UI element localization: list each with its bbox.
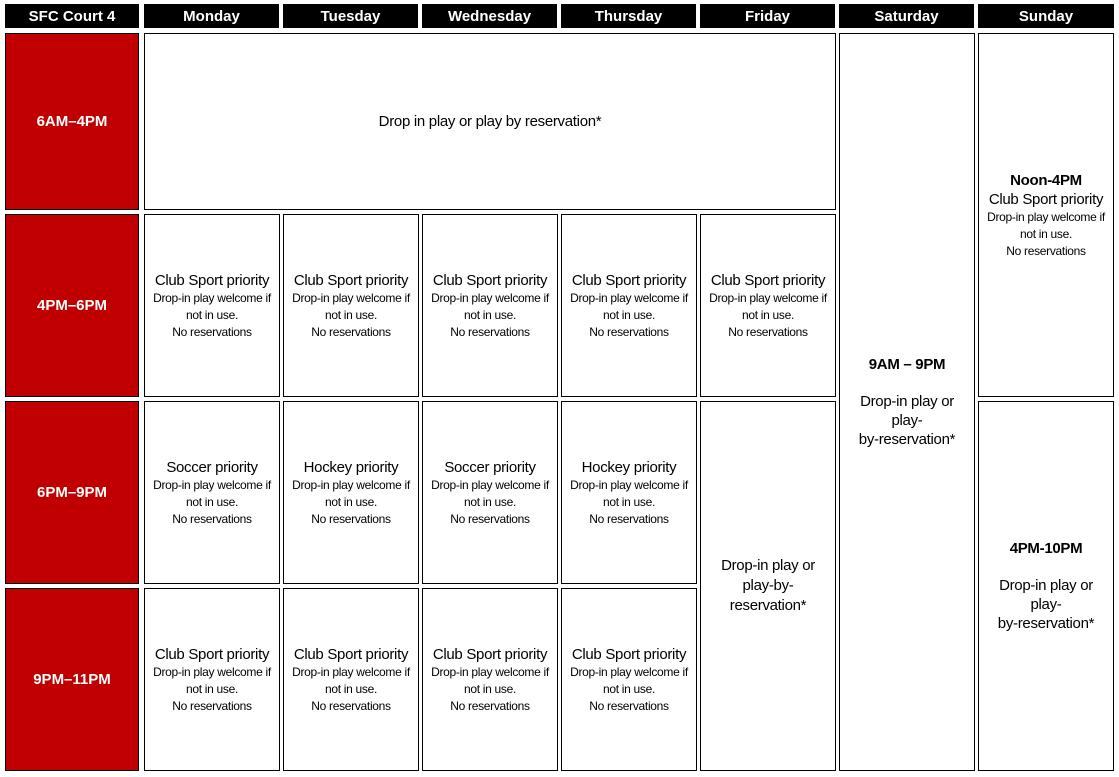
slot-note: No reservations [728, 324, 808, 339]
slot-note: not in use. [463, 681, 517, 696]
slot-title: Hockey priority [303, 458, 399, 476]
slot-note: No reservations [172, 698, 252, 713]
slot-text: Drop-in play or play- [860, 393, 954, 429]
slot-note: No reservations [589, 324, 669, 339]
day-header-tuesday [283, 4, 418, 28]
slot-title: Club Sport priority [988, 190, 1104, 208]
slot-title: Club Sport priority [432, 271, 548, 289]
slot-title: Club Sport priority [432, 645, 548, 663]
friday-evening-slot [700, 401, 836, 771]
slot-note: Drop-in play welcome if [987, 209, 1105, 224]
tuesday-6pm-slot [283, 401, 419, 584]
slot-time: Noon-4PM [1010, 171, 1082, 189]
slot-note: not in use. [324, 681, 378, 696]
wednesday-9pm-slot [422, 588, 558, 771]
slot-title: Club Sport priority [154, 645, 270, 663]
slot-text: reservation* [729, 597, 807, 614]
slot-title: Hockey priority [581, 458, 677, 476]
slot-note: not in use. [463, 494, 517, 509]
corner-header-label: SFC Court 4 [28, 7, 116, 25]
slot-title: Club Sport priority [571, 645, 687, 663]
corner-header [5, 4, 139, 28]
slot-note: No reservations [311, 511, 391, 526]
slot-note: No reservations [450, 511, 530, 526]
slot-note: No reservations [311, 698, 391, 713]
slot-note: Drop-in play welcome if [570, 664, 688, 679]
slot-note: No reservations [172, 324, 252, 339]
slot-note: Drop-in play welcome if [431, 477, 549, 492]
time-slot-4pm-6pm [5, 214, 139, 397]
slot-note: not in use. [324, 307, 378, 322]
slot-title: Soccer priority [166, 458, 258, 476]
day-label: Saturday [874, 7, 939, 25]
slot-title: Club Sport priority [293, 645, 409, 663]
day-label: Wednesday [447, 7, 532, 25]
thursday-4pm-slot [561, 214, 697, 397]
tuesday-4pm-slot [283, 214, 419, 397]
wednesday-4pm-slot [422, 214, 558, 397]
slot-note: Drop-in play welcome if [431, 664, 549, 679]
slot-note: not in use. [602, 494, 656, 509]
day-label: Tuesday [320, 7, 381, 25]
slot-note: Drop-in play welcome if [292, 477, 410, 492]
slot-note: not in use. [324, 494, 378, 509]
monday-9pm-slot [144, 588, 280, 771]
slot-note: not in use. [185, 681, 239, 696]
slot-title: Soccer priority [444, 458, 536, 476]
time-slot-6am-4pm [5, 33, 139, 210]
day-header-thursday [561, 4, 696, 28]
slot-note: not in use. [1019, 226, 1073, 241]
slot-note: not in use. [741, 307, 795, 322]
friday-4pm-slot [700, 214, 836, 397]
slot-note: Drop-in play welcome if [292, 290, 410, 305]
tuesday-9pm-slot [283, 588, 419, 771]
slot-text: play-by- [742, 577, 794, 594]
time-label: 4PM–6PM [36, 297, 108, 314]
weekday-morning-slot [144, 33, 836, 210]
slot-note: Drop-in play welcome if [153, 477, 271, 492]
day-label: Sunday [1018, 7, 1074, 25]
slot-note: Drop-in play welcome if [153, 664, 271, 679]
slot-note: Drop-in play welcome if [570, 290, 688, 305]
day-header-friday [700, 4, 835, 28]
thursday-6pm-slot [561, 401, 697, 584]
time-slot-6pm-9pm [5, 401, 139, 584]
slot-note: Drop-in play welcome if [709, 290, 827, 305]
time-label: 6PM–9PM [36, 484, 108, 501]
slot-note: not in use. [185, 494, 239, 509]
day-header-wednesday [422, 4, 557, 28]
slot-note: No reservations [450, 698, 530, 713]
slot-note: No reservations [311, 324, 391, 339]
day-label: Thursday [594, 7, 663, 25]
day-label: Friday [744, 7, 790, 25]
slot-note: Drop-in play welcome if [153, 290, 271, 305]
slot-text: Drop-in play or [721, 557, 815, 574]
slot-text: Drop-in play or play- [999, 577, 1093, 613]
time-slot-9pm-11pm [5, 588, 139, 771]
slot-note: No reservations [1006, 243, 1086, 258]
slot-time: 9AM – 9PM [868, 356, 946, 373]
slot-title: Club Sport priority [710, 271, 826, 289]
slot-note: not in use. [602, 681, 656, 696]
slot-note: No reservations [450, 324, 530, 339]
slot-text: by-reservation* [997, 615, 1095, 632]
slot-note: No reservations [589, 511, 669, 526]
day-header-sunday [978, 4, 1114, 28]
day-header-saturday [839, 4, 974, 28]
time-label: 9PM–11PM [33, 671, 111, 688]
slot-note: not in use. [602, 307, 656, 322]
day-label: Monday [183, 7, 240, 25]
saturday-slot [839, 33, 975, 771]
slot-note: No reservations [589, 698, 669, 713]
time-label: 6AM–4PM [36, 113, 108, 130]
monday-6pm-slot [144, 401, 280, 584]
day-header-monday [144, 4, 279, 28]
slot-note: Drop-in play welcome if [570, 477, 688, 492]
sunday-evening-slot [978, 401, 1114, 771]
slot-text: Drop in play or play by reservation* [378, 112, 602, 130]
sunday-noon-slot [978, 33, 1114, 397]
monday-4pm-slot [144, 214, 280, 397]
slot-title: Club Sport priority [154, 271, 270, 289]
thursday-9pm-slot [561, 588, 697, 771]
slot-title: Club Sport priority [571, 271, 687, 289]
slot-note: No reservations [172, 511, 252, 526]
wednesday-6pm-slot [422, 401, 558, 584]
slot-note: Drop-in play welcome if [431, 290, 549, 305]
slot-note: Drop-in play welcome if [292, 664, 410, 679]
slot-text: by-reservation* [858, 431, 956, 448]
slot-title: Club Sport priority [293, 271, 409, 289]
slot-time: 4PM-10PM [1009, 540, 1083, 557]
slot-note: not in use. [463, 307, 517, 322]
slot-note: not in use. [185, 307, 239, 322]
